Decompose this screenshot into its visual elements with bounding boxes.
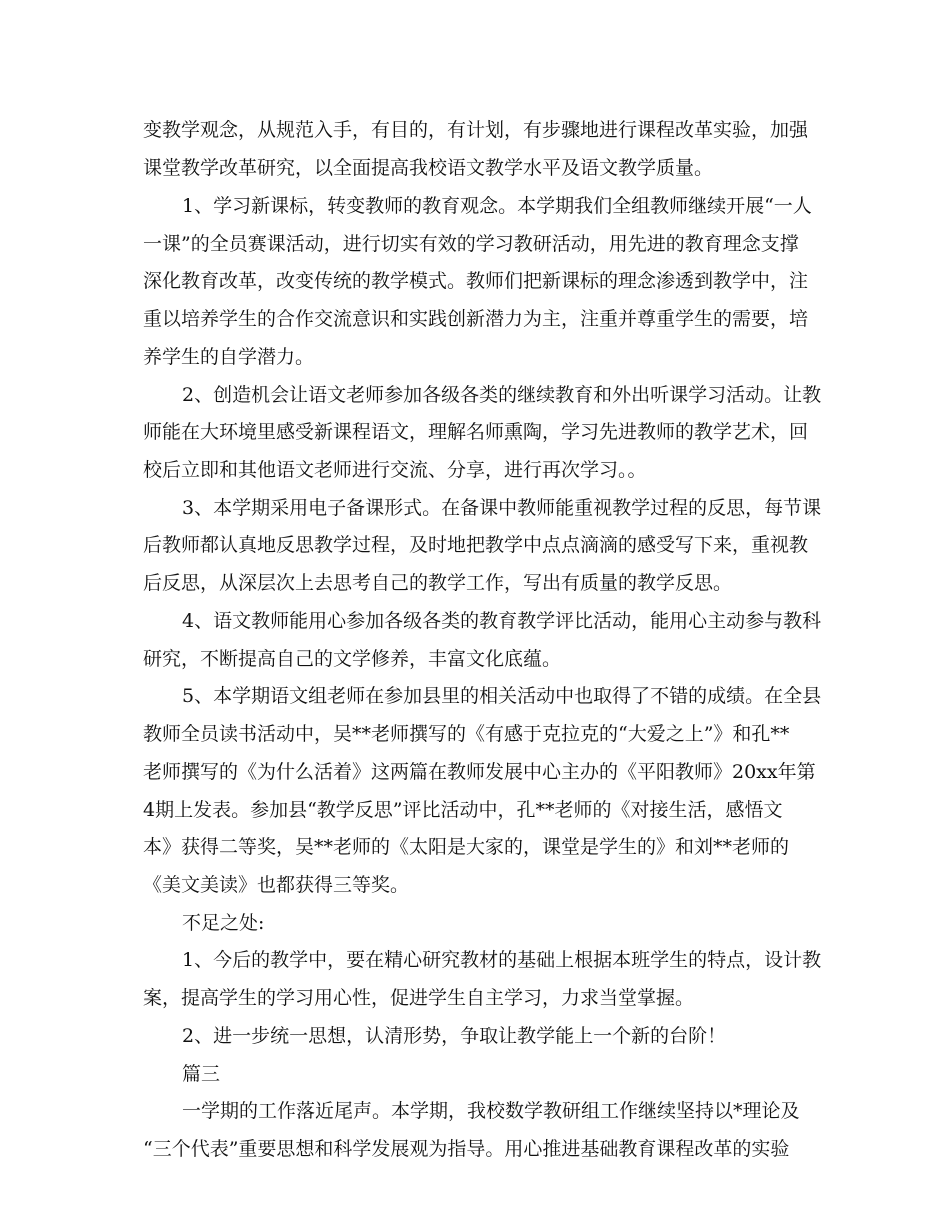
text-line: 教师全员读书活动中，吴**老师撰写的《有感于克拉克的“大爱之上”》和孔** — [143, 723, 790, 745]
text-line: 案，提高学生的学习用心性，促进学生自主学习，力求当堂掌握。 — [143, 987, 695, 1009]
text-line: 1、今后的教学中，要在精心研究教材的基础上根据本班学生的特点，设计教 — [182, 949, 822, 971]
text-line: 变教学观念，从规范入手，有目的，有计划，有步骤地进行课程改革实验，加强 — [143, 119, 809, 141]
text-line: 老师撰写的《为什么活着》这两篇在教师发展中心主办的《平阳教师》20xx年第 — [143, 761, 816, 783]
text-line: 后反思，从深层次上去思考自己的教学工作，写出有质量的教学反思。 — [143, 572, 733, 594]
section-heading: 不足之处: — [182, 912, 265, 934]
text-line: 5、本学期语文组老师在参加县里的相关活动中也取得了不错的成绩。在全县 — [182, 685, 822, 707]
text-line: 研究，不断提高自己的文学修养，丰富文化底蕴。 — [143, 648, 562, 670]
text-line: 校后立即和其他语文老师进行交流、分享，进行再次学习。。 — [143, 459, 647, 481]
text-line: 一课”的全员赛课活动，进行切实有效的学习教研活动，用先进的教育理念支撑 — [143, 233, 799, 255]
text-line: 一学期的工作落近尾声。本学期，我校数学教研组工作继续坚持以*理论及 — [182, 1100, 800, 1122]
text-line: 2、进一步统一思想，认清形势，争取让教学能上一个新的台阶！ — [182, 1025, 727, 1047]
text-line: 后教师都认真地反思教学过程，及时地把教学中点点滴滴的感受写下来，重视教 — [143, 534, 809, 556]
text-line: 3、本学期采用电子备课形式。在备课中教师能重视教学过程的反思，每节课 — [182, 497, 822, 519]
text-line: 深化教育改革，改变传统的教学模式。教师们把新课标的理念渗透到教学中，注 — [143, 270, 809, 292]
text-line: 养学生的自学潜力。 — [143, 346, 315, 368]
text-line: 2、创造机会让语文老师参加各级各类的继续教育和外出听课学习活动。让教 — [182, 384, 822, 406]
text-line: 1、学习新课标，转变教师的教育观念。本学期我们全组教师继续开展“一人 — [182, 195, 812, 217]
text-line: 本》获得二等奖，吴**老师的《太阳是大家的，课堂是学生的》和刘**老师的 — [143, 836, 790, 858]
text-line: “三个代表”重要思想和科学发展观为指导。用心推进基础教育课程改革的实验 — [143, 1138, 790, 1160]
text-line: 重以培养学生的合作交流意识和实践创新潜力为主，注重并尊重学生的需要，培 — [143, 308, 809, 330]
text-line: 《美文美读》也都获得三等奖。 — [143, 874, 410, 896]
text-line: 4期上发表。参加县“教学反思”评比活动中，孔**老师的《对接生活，感悟文 — [143, 799, 783, 821]
text-line: 师能在大环境里感受新课程语文，理解名师熏陶，学习先进教师的教学艺术，回 — [143, 421, 809, 443]
text-line: 4、语文教师能用心参加各级各类的教育教学评比活动，能用心主动参与教科 — [182, 610, 822, 632]
text-line: 课堂教学改革研究，以全面提高我校语文教学水平及语文教学质量。 — [143, 157, 714, 179]
section-heading: 篇三 — [182, 1063, 221, 1085]
